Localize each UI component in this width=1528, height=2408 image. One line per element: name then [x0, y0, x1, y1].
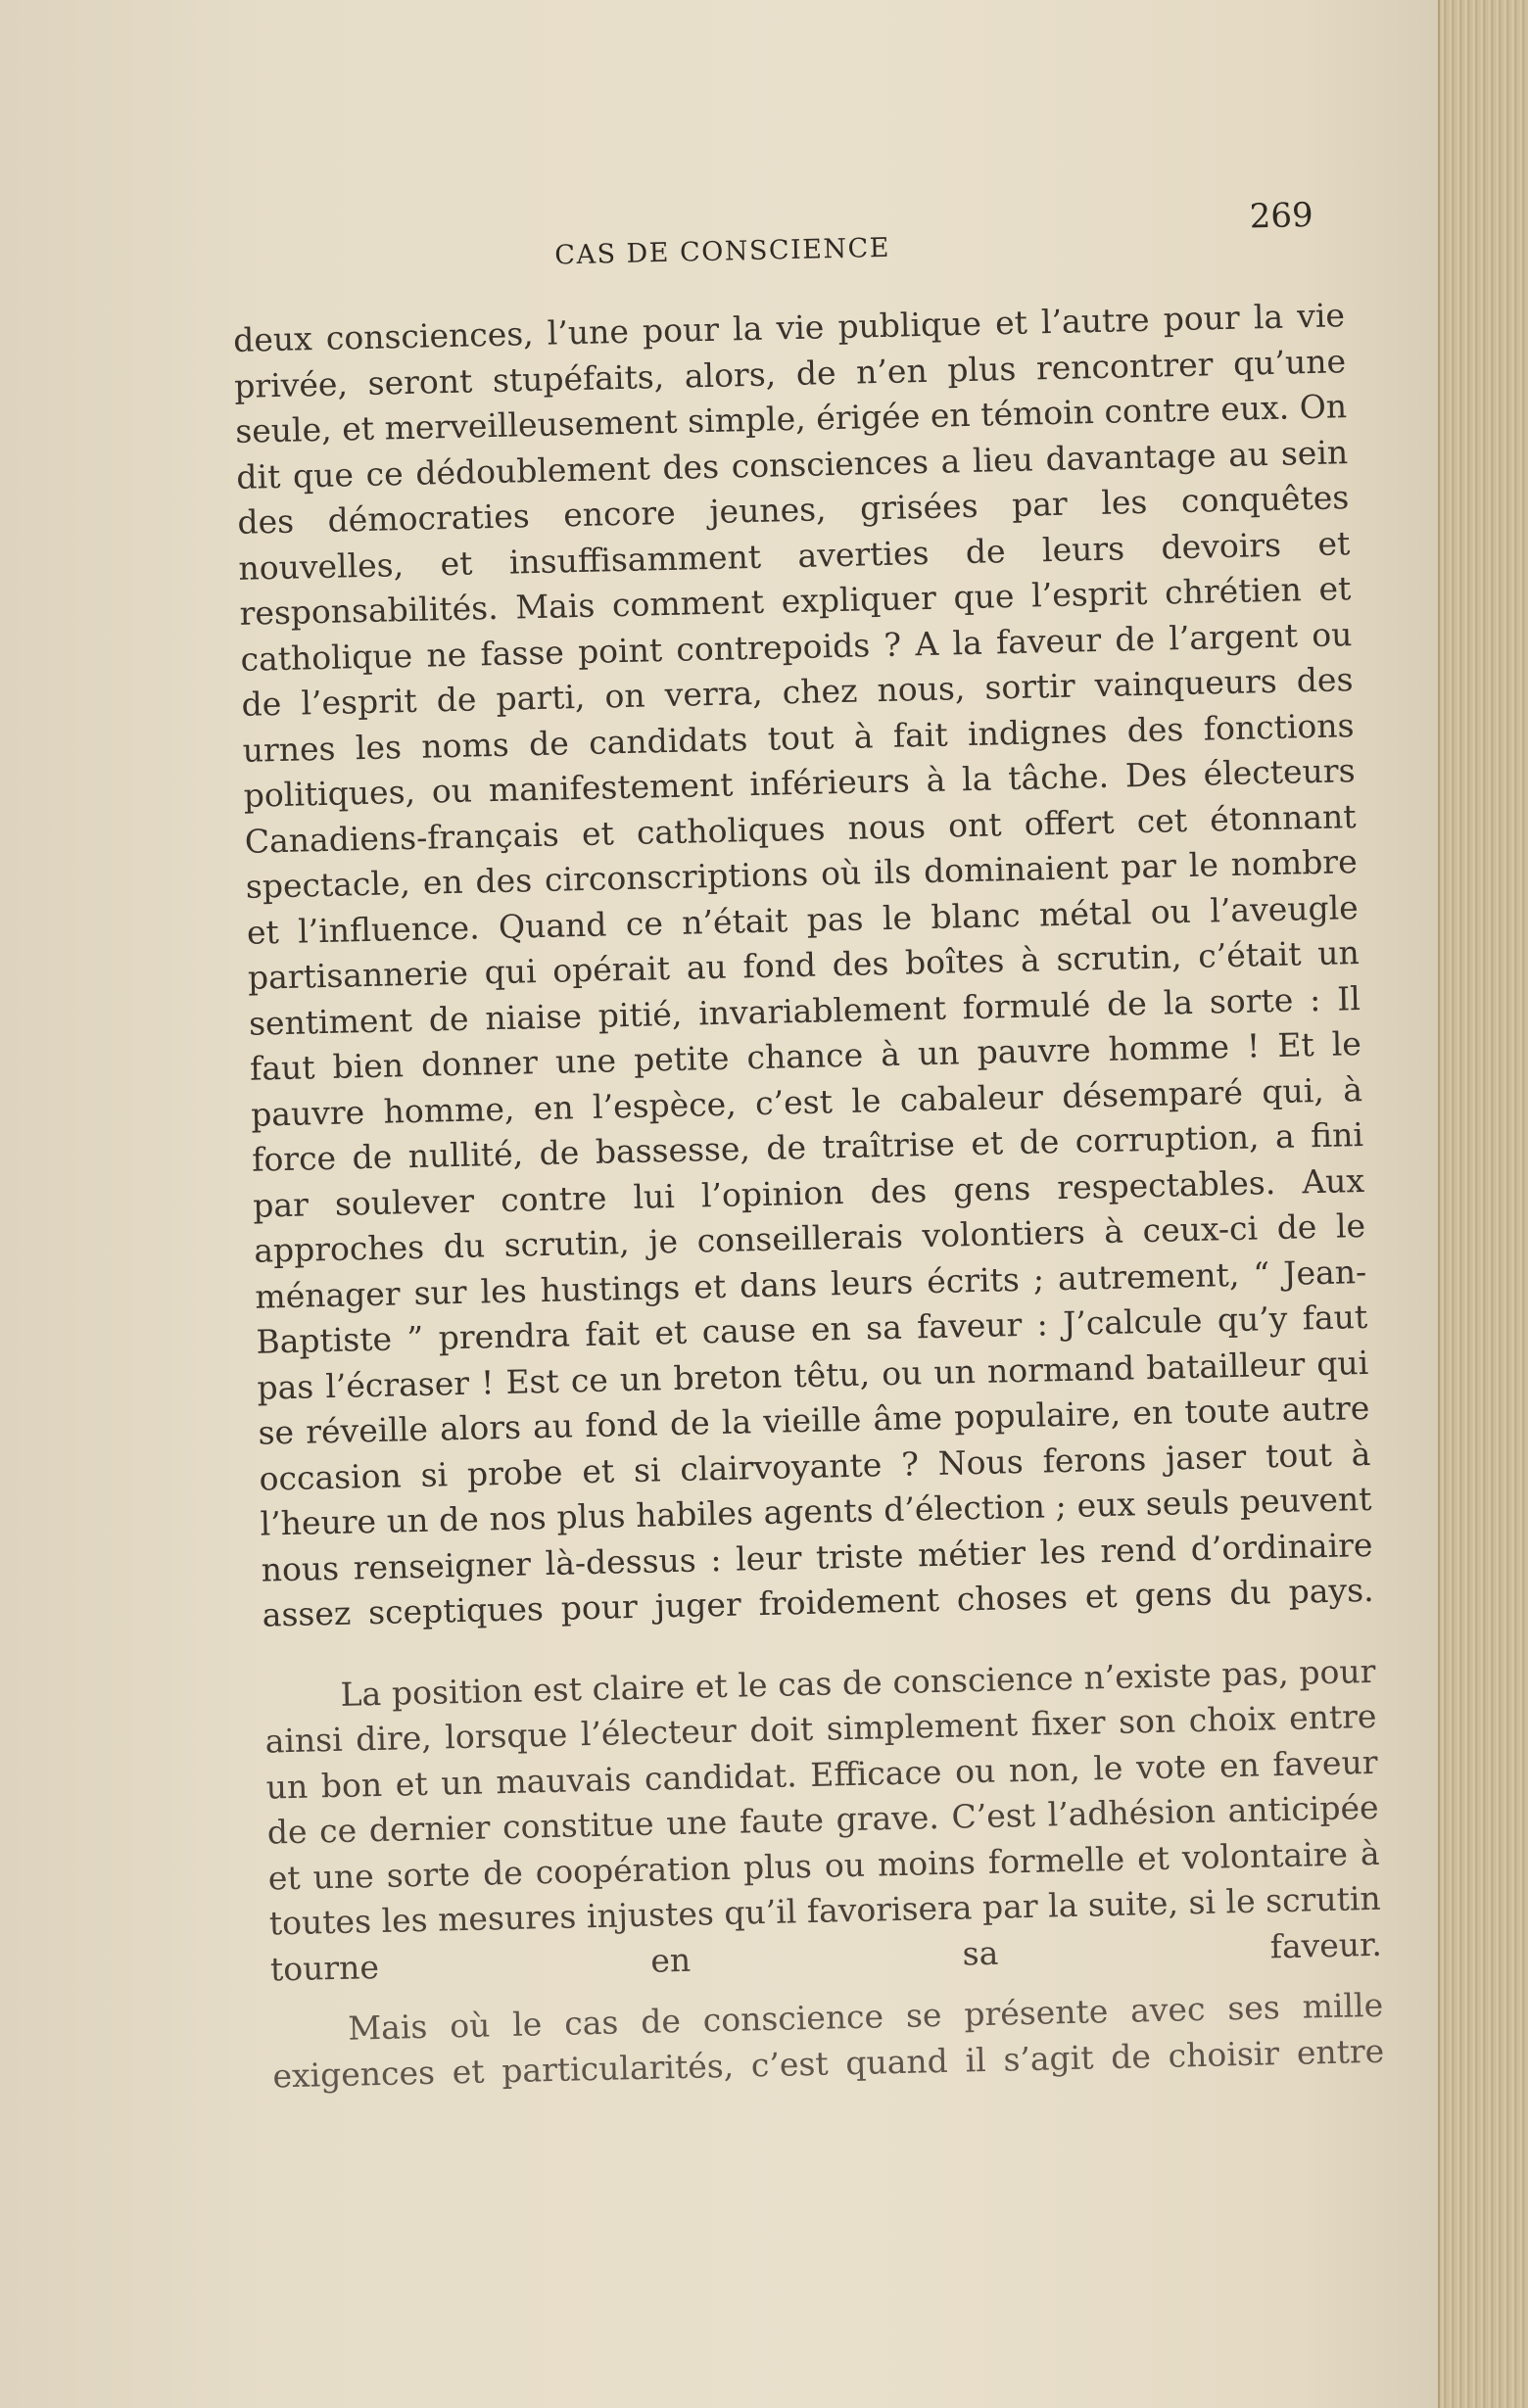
- page-edge: [1438, 0, 1528, 2408]
- body-paragraph-2: La position est claire et le cas de conscience n’existe pas, pour ainsi dire, lorsque l’électeur doit simplement fixer son choix entre un bon et un mauvais candidat. Efficace ou non, le vote en faveur de ce dernier constitue une faute grave. C’est l’adhésion anticipée et une sorte de coopération plus ou moins formelle et volontaire à toutes les mesures injustes qu’il favorisera par la suite, si le scrutin tourne en sa faveur.: [264, 1651, 1383, 1989]
- body-paragraph-1: deux consciences, l’une pour la vie publique et l’autre pour la vie privée, seront stupéfaits, alors, de n’en plus rencontrer qu’une seule, et merveilleusement simple, érigée en témoin contre eux. On dit que ce dédoublement des consciences a lieu davantage au sein des démocraties encore jeunes, grisées par les conquêtes nouvelles, et insuffisamment averties de leurs devoirs et responsabilités. Mais comment expliquer que l’esprit chrétien et catholique ne fasse point contrepoids ? A la faveur de l’argent ou de l’esprit de parti, on verra, chez nous, sortir vainqueurs des urnes les noms de candidats tout à fait indignes des fonctions politiques, ou manifestement inférieurs à la tâche. Des électeurs Canadiens-français et catholiques nous ont offert cet étonnant spectacle, en des circonscriptions où ils dominaient par le nombre et l’influence. Quand ce n’était pas le blanc métal ou l’aveugle partisannerie qui opérait au fond des boîtes à scrutin, c’était un sentiment de niaise pitié, invariablement formulé de la sorte : Il faut bien donner une petite chance à un pauvre homme ! Et le pauvre homme, en l’espèce, c’est le cabaleur désemparé qui, à force de nullité, de bassesse, de traîtrise et de corruption, a fini par soulever contre lui l’opinion des gens respectables. Aux approches du scrutin, je conseillerais volontiers à ceux-ci de le ménager sur les hustings et dans leurs écrits ; autrement, “ Jean-Baptiste ” prendra fait et cause en sa faveur : J’calcule qu’y faut pas l’écraser ! Est ce un breton têtu, ou un normand batailleur qui se réveille alors au fond de la vieille âme populaire, en toute autre occasion si probe et si clairvoyante ? Nous ferons jaser tout à l’heure un de nos plus habiles agents d’élection ; eux seuls peuvent nous renseigner là-dessus : leur triste métier les rend d’ordinaire assez sceptiques pour juger froidement choses et gens du pays.: [232, 296, 1374, 1634]
- page-text-block: [230, 175, 1385, 2099]
- running-head: CAS DE CONSCIENCE: [554, 232, 891, 271]
- page-number: 269: [1249, 195, 1314, 237]
- page-header: [230, 175, 1344, 289]
- body-paragraph-3: Mais où le cas de conscience se présente avec ses mille exigences et particularités, c’est quand il s’agit de choisir entre: [272, 1985, 1385, 2096]
